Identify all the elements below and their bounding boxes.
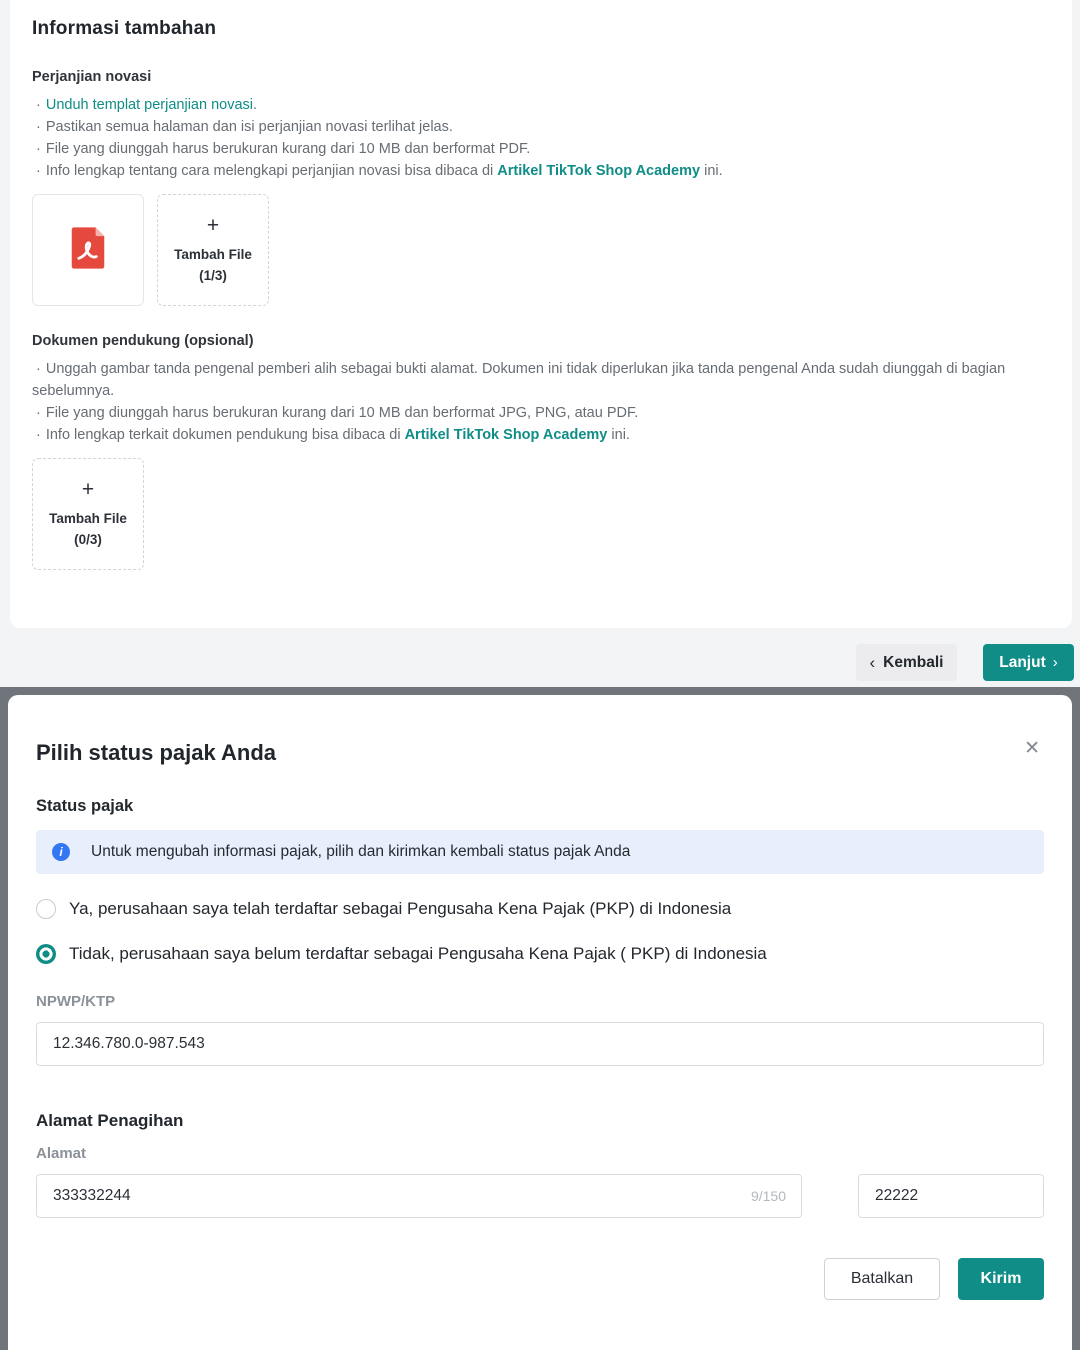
bullet-text: ini. [607,427,630,443]
npwp-input[interactable] [36,1022,1044,1066]
radio-selected-icon[interactable] [36,944,56,964]
supporting-bullet-upload [32,358,1046,402]
page-title: Informasi tambahan [32,18,217,39]
novation-bullet-info [32,160,1046,182]
supporting-bullet-format [32,402,1046,424]
radio-option-pkp-no[interactable] [36,944,1044,964]
academy-article-link-supporting[interactable]: Artikel TikTok Shop Academy [404,427,608,443]
add-file-count: (0/3) [74,531,102,547]
modal-actions [36,1258,1044,1300]
bullet-dot: · [36,97,41,113]
address-label: Alamat [36,1145,87,1162]
uploaded-pdf-tile[interactable] [32,194,144,306]
novation-bullet-pages [32,116,1046,138]
address-field-wrapper [36,1162,802,1218]
bullet-dot: · [36,361,41,377]
address-row [36,1162,1044,1218]
plus-icon: + [81,477,95,501]
bullet-text: File yang diunggah harus berukuran kurang dari 10 MB dan berformat PDF. [45,141,531,157]
back-button-label: Kembali [883,653,944,671]
bullet-text: Unggah gambar tanda pengenal pemberi alih sebagai bukti alamat. Dokumen ini tidak diperlukan jika tanda pengenal Anda sudah diunggah di bagian sebelumnya. [32,361,1006,399]
supporting-docs-section-title: Dokumen pendukung (opsional) [32,333,254,349]
plus-icon: + [206,213,220,237]
novation-bullet-format [32,138,1046,160]
info-banner-text: Untuk mengubah informasi pajak, pilih dan kirimkan kembali status pajak Anda [91,843,631,860]
add-file-label: Tambah File [49,510,127,526]
bullet-text: Info lengkap terkait dokumen pendukung bisa dibaca di [45,427,405,443]
bullet-dot: · [36,427,41,443]
add-file-button-supporting[interactable] [32,458,144,570]
close-icon[interactable]: ✕ [1024,738,1040,759]
info-icon: i [52,843,70,861]
academy-article-link-novation[interactable]: Artikel TikTok Shop Academy [497,163,701,179]
modal-title: Pilih status pajak Anda [36,740,277,765]
additional-info-card [10,0,1072,628]
supporting-upload-tiles [32,458,1046,570]
address-input[interactable] [36,1174,802,1218]
chevron-right-icon: › [1052,654,1058,671]
radio-no-label: Tidak, perusahaan saya belum terdaftar sebagai Pengusaha Kena Pajak ( PKP) di Indonesia [69,944,767,963]
submit-button[interactable]: Kirim [958,1258,1044,1300]
novation-upload-tiles [32,194,1046,306]
bullet-dot: · [36,119,41,135]
download-template-link[interactable]: Unduh templat perjanjian novasi [45,97,253,113]
postal-code-input[interactable] [858,1174,1044,1218]
supporting-docs-instructions [32,358,1046,446]
radio-option-pkp-yes[interactable] [36,899,1044,919]
tax-status-section-title: Status pajak [36,797,134,815]
supporting-bullet-info [32,424,1046,446]
novation-section-title: Perjanjian novasi [32,69,152,85]
billing-address-title: Alamat Penagihan [36,1111,184,1130]
bullet-dot: · [36,141,41,157]
add-file-count: (1/3) [199,267,227,283]
bullet-text: Info lengkap tentang cara melengkapi perjanjian novasi bisa dibaca di [45,163,498,179]
cancel-button[interactable]: Batalkan [824,1258,940,1300]
chevron-left-icon: ‹ [869,653,876,672]
novation-instructions [32,94,1046,182]
tax-status-modal [8,695,1072,1350]
info-banner [36,830,1044,874]
bullet-text: File yang diunggah harus berukuran kurang dari 10 MB dan berformat JPG, PNG, atau PDF. [45,405,639,421]
add-file-button-novation[interactable] [157,194,269,306]
add-file-label: Tambah File [174,246,252,262]
character-counter: 9/150 [750,1188,786,1204]
bullet-dot: · [36,405,41,421]
bullet-text: Pastikan semua halaman dan isi perjanjian novasi terlihat jelas. [45,119,453,135]
bullet-dot: · [36,163,41,179]
pdf-file-icon [62,222,114,279]
next-button-label: Lanjut [999,653,1046,671]
radio-unselected-icon[interactable] [36,899,56,919]
npwp-label: NPWP/KTP [36,993,116,1010]
bullet-text: . [253,97,258,113]
back-button[interactable] [856,644,957,681]
radio-yes-label: Ya, perusahaan saya telah terdaftar sebagai Pengusaha Kena Pajak (PKP) di Indonesia [69,899,732,918]
bullet-text: ini. [700,163,723,179]
novation-bullet-download [32,94,1046,116]
next-button[interactable] [983,644,1074,681]
